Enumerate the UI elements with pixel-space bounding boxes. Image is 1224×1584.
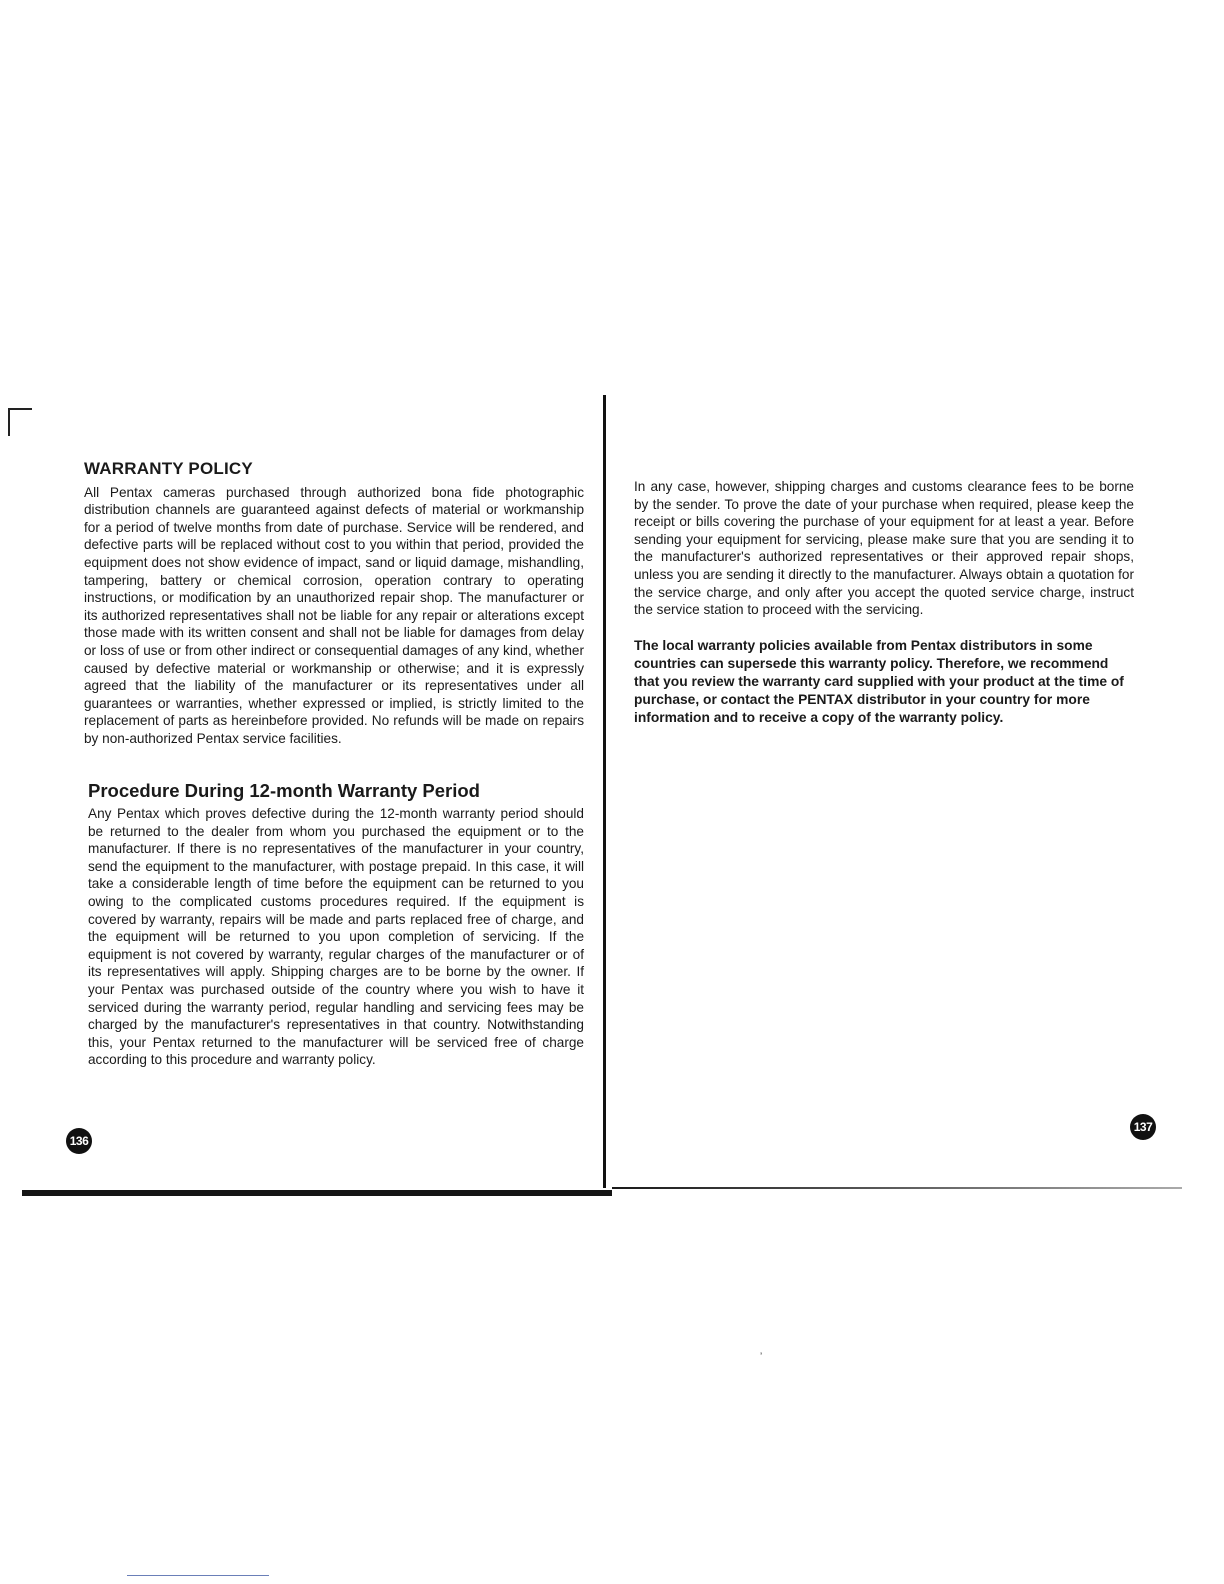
procedure-paragraph: Any Pentax which proves defective during the 12-month warranty period should be returned to the dealer from whom you purchased the equipment or to the manufacturer. If there is no representatives of the manufacturer in your country, send the equipment to the manufacturer, with postage prepaid. In this case, it will take a considerable length of time before the equipment can be returned to you owing to the complicated customs procedures required. If the equipment is covered by warranty, repairs will be made and parts replaced free of charge, and the equipment will be returned to you upon completion of servicing. If the equipment is not covered by warranty, regular charges of the manufacturer or of its representatives will apply. Shipping charges are to be borne by the owner. If your Pentax was purchased outside of the country where you wish to have it serviced during the warranty period, regular handling and servicing fees may be charged by the manufacturer's representatives in that country. Notwithstanding this, your Pentax returned to the manufacturer will be serviced free of charge according to this procedure and warranty policy. <box>88 806 584 1068</box>
warranty-policy-heading: WARRANTY POLICY <box>84 459 253 478</box>
page-number-badge-right: 137 <box>1130 1114 1156 1140</box>
warranty-policy-paragraph: All Pentax cameras purchased through authorized bona fide photographic distribution channels are guaranteed against defects of material or workmanship for a period of twelve months from date of purchase. Service will be rendered, and defective parts will be replaced without cost to you within that period, provided the equipment does not show evidence of impact, sand or liquid damage, mishandling, tampering, battery or chemical corrosion, operation contrary to operating instructions, or modification by an unauthorized repair shop. The manufacturer or its authorized representatives shall not be liable for any repair or alterations except those made with its written consent and shall not be liable for damages from delay or loss of use or from other indirect or consequential damages of any kind, whether caused by defective material or workmanship or otherwise; and it is expressly agreed that the liability of the manufacturer or its representatives under all guarantees or warranties, whether expressed or implied, is strictly limited to the replacement of parts as hereinbefore provided. No refunds will be made on repairs by non-authorized Pentax service facilities. <box>84 484 584 746</box>
page-number-badge-left: 136 <box>66 1128 92 1154</box>
shipping-charges-paragraph: In any case, however, shipping charges and customs clearance fees to be borne by the sender. To prove the date of your purchase when required, please keep the receipt or bills covering the purchase of your equipment for at least a year. Before sending your equipment for servicing, please make sure that you are sending it to the manufacturer's authorized representatives or their approved repair shops, unless you are sending it directly to the manufacturer. Always obtain a quotation for the service charge, and only after you accept the quoted service charge, instruct the service station to proceed with the servicing. <box>634 479 1134 618</box>
bottom-rule-left <box>22 1190 612 1196</box>
procedure-heading: Procedure During 12-month Warranty Period <box>88 779 480 801</box>
crop-mark <box>8 408 32 436</box>
right-page <box>634 478 1134 727</box>
stray-mark: ʼ <box>760 1352 763 1363</box>
left-page <box>84 460 584 1069</box>
bottom-rule-right <box>612 1187 1182 1189</box>
local-warranty-notice: The local warranty policies available from Pentax distributors in some countries can supersede this warranty policy. Therefore, we recommend that you review the warranty card supplied with your product at the time of purchase, or contact the PENTAX distributor in your country for more information and to receive a copy of the warranty policy. <box>634 637 1124 725</box>
footnote-rule <box>127 1575 269 1576</box>
page-spine-divider <box>603 395 606 1188</box>
